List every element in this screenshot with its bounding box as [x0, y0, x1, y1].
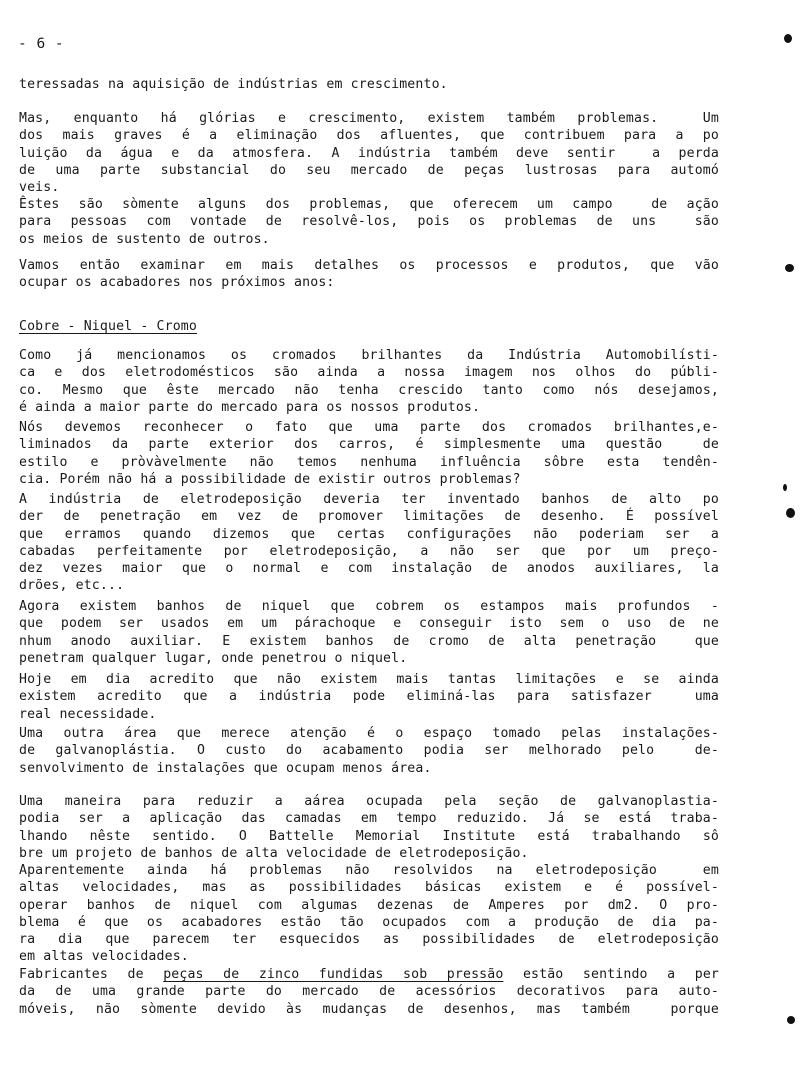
text-line: ocupar os acabadores nos próximos anos:	[19, 275, 335, 291]
paragraph	[19, 725, 719, 777]
text-line: que erramos quando dizemos que certas configurações não poderiam ser a	[19, 526, 719, 542]
text-line: Uma maneira para reduzir a aárea ocupada pela seção de galvanoplastia-	[19, 794, 719, 809]
text-line: Fabricantes de peças de zinco fundidas sob pressão estão sentindo a per	[19, 967, 719, 982]
paragraph	[19, 257, 719, 292]
text-line: bre um projeto de banhos de alta velocidade de eletrodeposição.	[19, 845, 529, 861]
text-line: cia. Porém não há a possibilidade de existir outros problemas?	[19, 471, 521, 487]
paragraph	[19, 671, 719, 723]
text-line: Agora existem banhos de niquel que cobrem os estampos mais profundos -	[19, 599, 719, 614]
paragraph	[19, 76, 719, 93]
text-line: Como já mencionamos os cromados brilhantes da Indústria Automobilísti-	[19, 348, 719, 363]
text-line: Êstes são sòmente alguns dos problemas, que oferecem um campo de ação	[19, 197, 719, 212]
text-line: teressadas na aquisição de indústrias em crescimento.	[19, 77, 448, 92]
text-line: da de uma grande parte do mercado de acessórios decorativos para auto-	[19, 984, 719, 1000]
paragraph	[19, 110, 719, 196]
text-line: os meios de sustento de outros.	[19, 231, 270, 247]
underlined-phrase: peças de zinco fundidas sob pressão	[163, 967, 504, 982]
section-heading: Cobre - Niquel - Cromo	[19, 319, 197, 334]
text-line: Aparentemente ainda há problemas não resolvidos na eletrodeposição em	[19, 863, 719, 878]
text-line: Nós devemos reconhecer o fato que uma parte dos cromados brilhantes,e-	[19, 420, 719, 435]
text-line: blema é que os acabadores estão tão ocupados com a produção de dia pa-	[19, 914, 719, 930]
paragraph	[19, 491, 719, 595]
page-number: - 6 -	[18, 36, 65, 52]
text-line: ca e dos eletrodomésticos são ainda a nossa imagem nos olhos do públi-	[19, 365, 719, 381]
text-line: drões, etc...	[19, 578, 125, 594]
text-line: Uma outra área que merece atenção é o espaço tomado pelas instalações-	[19, 726, 719, 741]
text-line: real necessidade.	[19, 706, 157, 722]
text-line: Hoje em dia acredito que não existem mais tantas limitações e se ainda	[19, 672, 719, 687]
text-line: operar banhos de niquel com algumas dezenas de Amperes por dm2. O pro-	[19, 897, 719, 913]
text-line: der de penetração em vez de promover limitações de desenho. É possível	[19, 509, 719, 525]
paragraph	[19, 419, 719, 488]
scan-speck	[783, 484, 787, 491]
text-line: co. Mesmo que êste mercado não tenha crescido tanto como nós desejamos,	[19, 382, 719, 398]
text-line: Vamos então examinar em mais detalhes os processos e produtos, que vão	[19, 258, 719, 273]
text-line: nhum anodo auxiliar. E existem banhos de cromo de alta penetração que	[19, 633, 719, 649]
text-line: penetram qualquer lugar, onde penetrou o niquel.	[19, 650, 408, 666]
text-line: de uma parte substancial do seu mercado de peças lustrosas para automó	[19, 162, 719, 178]
text-line: dos mais graves é a eliminação dos afluentes, que contribuem para a po	[19, 128, 719, 144]
scan-speck	[786, 508, 795, 518]
text-line: dez vezes maior que o normal e com instalação de anodos auxiliares, la	[19, 561, 719, 577]
text-line: altas velocidades, mas as possibilidades básicas existem e é possível-	[19, 880, 719, 896]
text-line: móveis, não sòmente devido às mudanças de desenhos, mas também porque	[19, 1001, 719, 1017]
text-line: Mas, enquanto há glórias e crescimento, existem também problemas. Um	[19, 111, 719, 126]
scan-speck	[787, 1016, 795, 1024]
paragraph	[19, 793, 719, 862]
paragraph	[19, 598, 719, 667]
text-line: luição da água e da atmosfera. A indústria também deve sentir a perda	[19, 145, 719, 161]
text-line: que podem ser usados em um párachoque e conseguir isto sem o uso de ne	[19, 616, 719, 632]
paragraph	[19, 862, 719, 966]
text-line: ra dia que parecem ter esquecidos as possibilidades de eletrodeposição	[19, 932, 719, 948]
scan-speck	[784, 34, 792, 43]
text-line: existem acredito que a indústria pode eliminá-las para satisfazer uma	[19, 689, 719, 705]
text-line: podia ser a aplicação das camadas em tempo reduzido. Já se está traba-	[19, 811, 719, 827]
paragraph	[19, 196, 719, 248]
paragraph	[19, 966, 719, 1018]
text-line: lhando nêste sentido. O Battelle Memorial Institute está trabalhando sô	[19, 828, 719, 844]
text-line: de galvanoplástia. O custo do acabamento podia ser melhorado pelo de-	[19, 743, 719, 759]
text-line: senvolvimento de instalações que ocupam menos área.	[19, 760, 432, 776]
text-line: em altas velocidades.	[19, 949, 189, 965]
text-line: veis.	[19, 180, 60, 196]
text-line: cabadas perfeitamente por eletrodeposição, a não ser que por um preço-	[19, 543, 719, 559]
text-line: estilo e pròvàvelmente não temos nenhuma influência sôbre esta tendên-	[19, 454, 719, 470]
text-line: liminados da parte exterior dos carros, é simplesmente uma questão de	[19, 437, 719, 453]
text-line: A indústria de eletrodeposição deveria ter inventado banhos de alto po	[19, 492, 719, 507]
text-line: para pessoas com vontade de resolvê-los, pois os problemas de uns são	[19, 214, 719, 230]
scan-speck	[785, 264, 794, 272]
text-line: é ainda a maior parte do mercado para os nossos produtos.	[19, 399, 481, 415]
paragraph	[19, 347, 719, 416]
